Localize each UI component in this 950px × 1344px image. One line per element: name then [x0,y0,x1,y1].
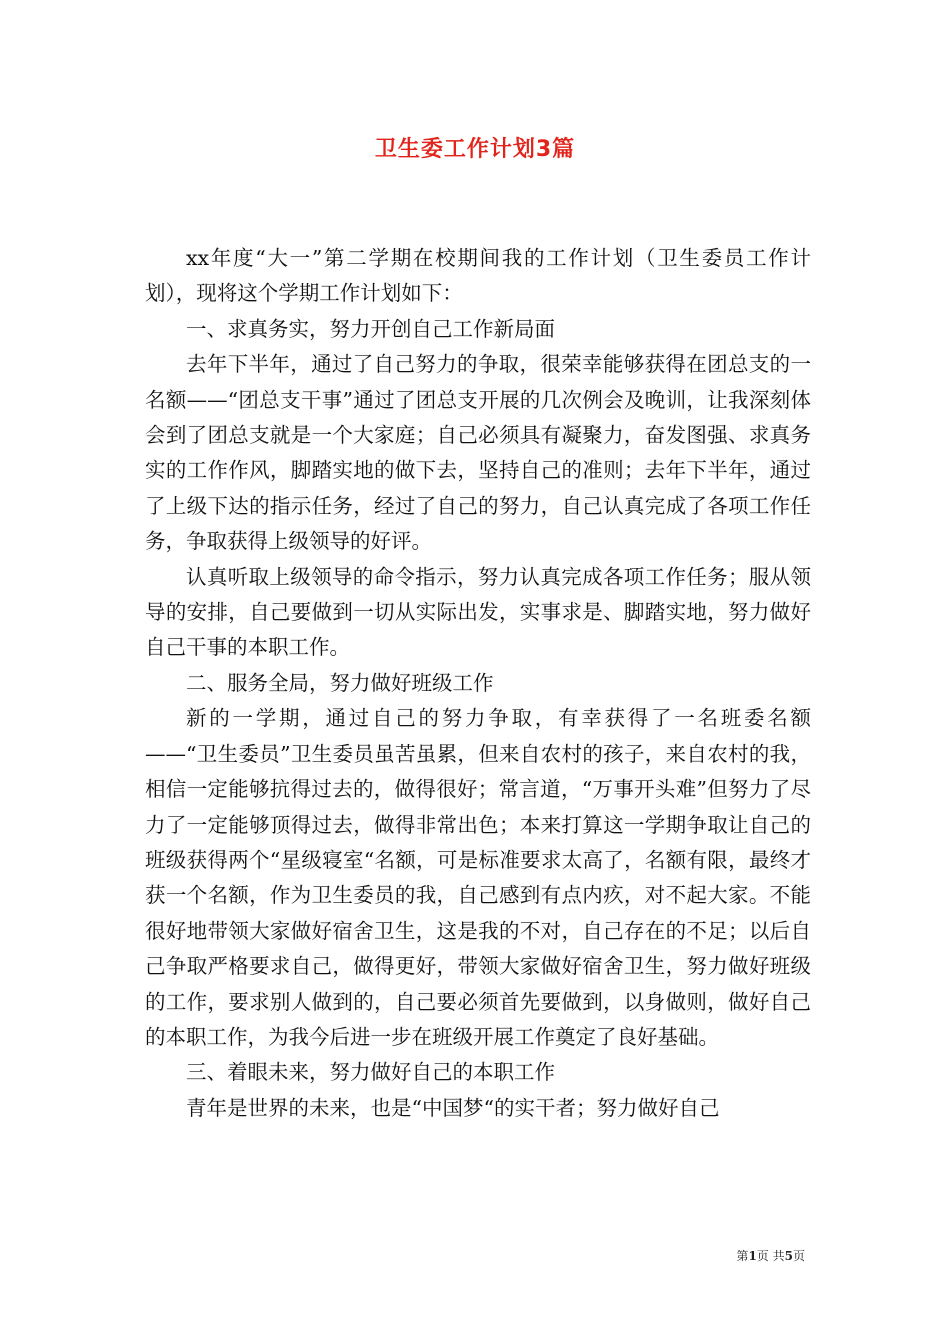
footer-prefix: 第 [736,1249,749,1263]
section-1-paragraph-2: 认真听取上级领导的命令指示，努力认真完成各项工作任务；服从领导的安排，自己要做到一切从实际出发，实事求是、脚踏实地，努力做好自己干事的本职工作。 [145,564,811,660]
footer-middle: 页 共 [756,1249,785,1263]
footer-current-page: 1 [748,1249,757,1263]
section-1-paragraph-1: 去年下半年，通过了自己努力的争取，很荣幸能够获得在团总支的一名额——“团总支干事”通过了团总支开展的几次例会及晚训，让我深刻体会到了团总支就是一个大家庭；自己必须具有凝聚力，奋发图强、求真务实的工作作风，脚踏实地的做下去，坚持自己的准则；去年下半年，通过了上级下达的指示任务，经过了自己的努力，自己认真完成了各项工作任务，争取获得上级领导的好评。 [145,352,811,554]
document-title: 卫生委工作计划3篇 [374,137,576,162]
section-2-paragraph-1: 新的一学期，通过自己的努力争取，有幸获得了一名班委名额——“卫生委员”卫生委员虽苦虽累，但来自农村的孩子，来自农村的我，相信一定能够抗得过去的，做得很好；常言道，“万事开头难”但努力了尽力了一定能够顶得过去，做得非常出色；本来打算这一学期争取让自己的班级获得两个“星级寝室“名额，可是标准要求太高了，名额有限，最终才获一个名额，作为卫生委员的我，自己感到有点内疚，对不起大家。不能很好地带领大家做好宿舍卫生，这是我的不对，自己存在的不足；以后自己争取严格要求自己，做得更好，带领大家做好宿舍卫生，努力做好班级的工作，要求别人做到的，自己要必须首先要做到，以身做则，做好自己的本职工作，为我今后进一步在班级开展工作奠定了良好基础。 [145,706,811,1049]
page-footer [736,1247,805,1264]
section-heading-2: 二、服务全局，努力做好班级工作 [186,670,494,695]
section-3-paragraph-1: 青年是世界的未来，也是“中国梦“的实干者；努力做好自己 [186,1095,720,1120]
document-body [145,241,811,1126]
section-heading-1: 一、求真务实，努力开创自己工作新局面 [186,316,555,341]
footer-total-pages: 5 [784,1249,793,1263]
intro-paragraph: xx年度“大一”第二学期在校期间我的工作计划（卫生委员工作计划），现将这个学期工作计划如下： [145,246,811,306]
section-heading-3: 三、着眼未来，努力做好自己的本职工作 [186,1060,555,1085]
footer-suffix: 页 [792,1249,805,1263]
